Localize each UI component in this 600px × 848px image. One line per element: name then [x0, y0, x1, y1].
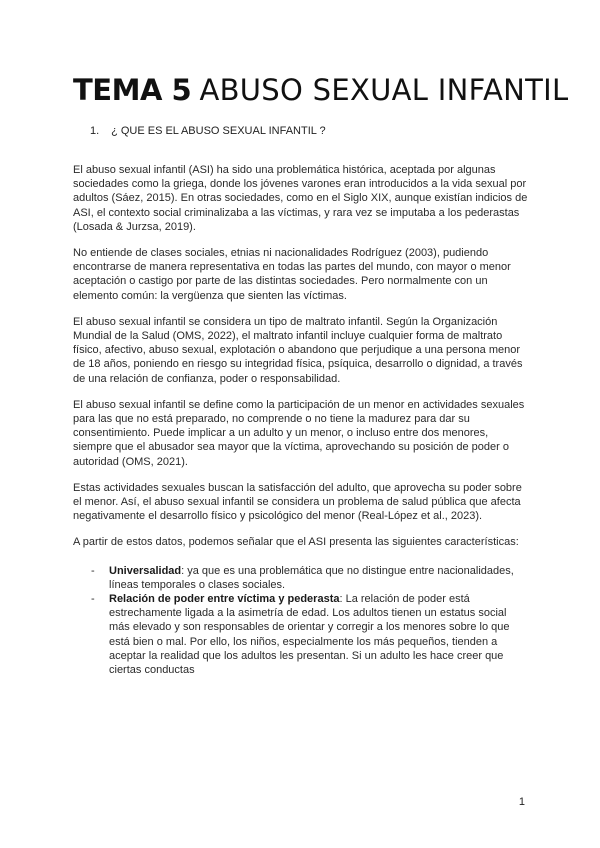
section-number: 1. [90, 125, 100, 137]
list-bullet: - [91, 593, 95, 606]
list-item-term: Universalidad [109, 564, 182, 577]
page-number: 1 [518, 796, 525, 808]
page-title [73, 72, 568, 109]
paragraph: Estas actividades sexuales buscan la satisfacción del adulto, que aprovecha su poder sobre el menor. Así, el abuso sexual infantil se considera un problema de salud pública que afecta negativamente el desarrollo físico y psicológico del menor (Real-López et al., 2023). [73, 481, 522, 523]
section-heading-text: ¿ QUE ES EL ABUSO SEXUAL INFANTIL ? [111, 125, 326, 137]
list-item-text: : La relación de poder está estrechamente ligada a la asimetría de edad. Los adultos tienen un estatus social más elevado y son responsables de orientar y corregir a los menores sobre lo que está bien o mal. Por ello, los niños, especialmente los más pequeños, tienden a aceptar la realidad que los adultos les presentan. Si un adulto les hace creer que ciertas conductas [109, 593, 510, 677]
list-item [73, 592, 528, 677]
paragraph: A partir de estos datos, podemos señalar que el ASI presenta las siguientes características: [73, 536, 519, 549]
list-item [73, 564, 528, 592]
paragraph: El abuso sexual infantil se considera un tipo de maltrato infantil. Según la Organización Mundial de la Salud (OMS, 2022), el maltrato infantil incluye cualquier forma de maltrato físico, afectivo, abuso sexual, explotación o abandono que perjudique a una persona menor de 18 años, poniendo en riesgo su integridad física, psíquica, desarrollo o dignidad, a través de una relación de confianza, poder o responsabilidad. [73, 315, 523, 385]
title-tema: TEMA 5 [73, 73, 192, 107]
characteristics-list [73, 564, 528, 678]
body-text [73, 163, 528, 677]
paragraph: El abuso sexual infantil (ASI) ha sido una problemática histórica, aceptada por algunas sociedades como la griega, donde los jóvenes varones eran introducidos a la vida sexual por adultos (Sáez, 2015). En otras sociedades, como en el Siglo XIX, aunque existían indicios de ASI, el contexto social criminalizaba a las víctimas, y rara vez se imputaba a los pederastas (Losada & Jurzsa, 2019). [73, 164, 528, 233]
list-item-term: Relación de poder entre víctima y pederasta [109, 593, 340, 606]
title-subject: ABUSO SEXUAL INFANTIL [199, 73, 569, 107]
list-bullet: - [91, 564, 95, 577]
section-heading [90, 124, 326, 138]
list-item-text: : ya que es una problemática que no distingue entre nacionalidades, líneas temporales o clases sociales. [109, 564, 514, 591]
paragraph: No entiende de clases sociales, etnias ni nacionalidades Rodríguez (2003), pudiendo encontrarse de manera representativa en todas las partes del mundo, con mayor o menor aceptación o castigo por parte de las distintas sociedades. Pero normalmente con un elemento común: la vergüenza que sienten las víctimas. [73, 247, 511, 302]
paragraph: El abuso sexual infantil se define como la participación de un menor en actividades sexuales para las que no está preparado, no comprende o no tiene la madurez para dar su consentimiento. Puede implicar a un adulto y un menor, o incluso entre dos menores, siempre que el abusador sea mayor que la víctima, aprovechando su posición de poder o autoridad (OMS, 2021). [73, 398, 525, 468]
